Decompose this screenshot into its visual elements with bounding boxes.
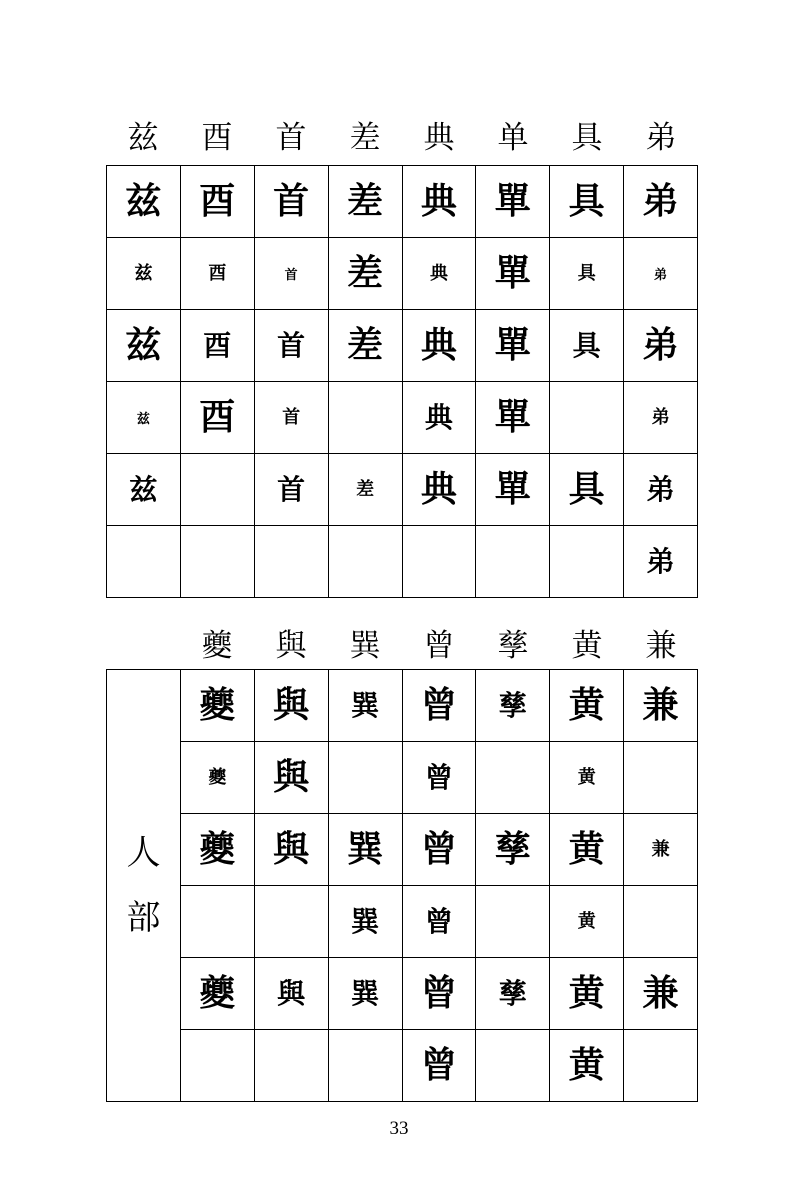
- column-header: 黄: [571, 628, 603, 664]
- column-header: 具: [571, 120, 603, 156]
- glyph-cell: [254, 166, 328, 238]
- glyph-cell: [107, 310, 181, 382]
- seal-script-glyph: 弟: [642, 324, 679, 366]
- seal-script-glyph: 典: [420, 468, 457, 510]
- table2-header-row: [106, 624, 698, 668]
- glyph-cell: [254, 454, 328, 526]
- seal-script-glyph: 首: [284, 268, 298, 283]
- table-row: [107, 958, 698, 1030]
- seal-script-glyph: 夔: [199, 828, 236, 870]
- seal-script-glyph: 弟: [651, 407, 670, 428]
- glyph-cell: [180, 238, 254, 310]
- glyph-cell: [476, 238, 550, 310]
- seal-script-glyph: 與: [273, 756, 310, 798]
- table-row: [107, 1030, 698, 1102]
- seal-script-glyph: 弟: [642, 180, 679, 222]
- glyph-cell: [402, 166, 476, 238]
- seal-script-glyph: 具: [568, 468, 605, 510]
- seal-script-glyph: 首: [277, 328, 306, 362]
- glyph-cell: [328, 382, 402, 454]
- seal-script-glyph: 單: [494, 396, 531, 438]
- glyph-cell: [328, 526, 402, 598]
- column-header: 单: [497, 120, 529, 156]
- glyph-cell: [550, 814, 624, 886]
- glyph-cell: [180, 310, 254, 382]
- script-forms-table-1: [106, 165, 698, 598]
- seal-script-glyph: 具: [572, 328, 601, 362]
- section-label-cell: [107, 670, 181, 1102]
- table-row: [107, 238, 698, 310]
- glyph-cell: [624, 238, 698, 310]
- seal-script-glyph: 弟: [646, 544, 675, 578]
- glyph-cell: [624, 166, 698, 238]
- seal-script-glyph: 首: [277, 472, 306, 506]
- seal-script-glyph: 黄: [568, 972, 605, 1014]
- seal-script-glyph: 差: [347, 252, 384, 294]
- glyph-cell: [328, 958, 402, 1030]
- glyph-cell: [328, 310, 402, 382]
- glyph-cell: [107, 166, 181, 238]
- table-row: [107, 526, 698, 598]
- table-row: [107, 454, 698, 526]
- glyph-cell: [402, 526, 476, 598]
- seal-script-glyph: 首: [273, 180, 310, 222]
- glyph-cell: [254, 670, 328, 742]
- glyph-cell: [328, 166, 402, 238]
- section-label-char: 部: [126, 897, 161, 938]
- glyph-cell: [624, 310, 698, 382]
- column-header: 兹: [127, 120, 159, 156]
- table-row: [107, 310, 698, 382]
- page-number: 33: [389, 1118, 409, 1139]
- glyph-cell: [402, 454, 476, 526]
- seal-script-glyph: 酉: [199, 396, 236, 438]
- seal-script-glyph: 典: [420, 324, 457, 366]
- seal-script-glyph: 與: [273, 828, 310, 870]
- glyph-cell: [254, 742, 328, 814]
- seal-script-glyph: 具: [577, 263, 596, 284]
- glyph-cell: [254, 238, 328, 310]
- glyph-cell: [254, 382, 328, 454]
- glyph-cell: [624, 454, 698, 526]
- glyph-cell: [402, 238, 476, 310]
- seal-script-glyph: 差: [347, 324, 384, 366]
- glyph-cell: [328, 1030, 402, 1102]
- glyph-cell: [328, 814, 402, 886]
- glyph-cell: [550, 886, 624, 958]
- glyph-cell: [476, 310, 550, 382]
- seal-script-glyph: 兹: [125, 180, 162, 222]
- column-header: 夔: [201, 628, 233, 664]
- seal-script-glyph: 兹: [129, 472, 158, 506]
- section-label-char: 人: [126, 832, 161, 873]
- glyph-cell: [476, 166, 550, 238]
- table-row: [107, 382, 698, 454]
- table-row: [107, 742, 698, 814]
- seal-script-glyph: 具: [568, 180, 605, 222]
- glyph-cell: [476, 958, 550, 1030]
- seal-script-glyph: 差: [356, 479, 375, 500]
- glyph-cell: [624, 742, 698, 814]
- seal-script-glyph: 酉: [203, 328, 232, 362]
- seal-script-glyph: 黄: [577, 767, 596, 788]
- seal-script-glyph: 曾: [424, 904, 453, 938]
- seal-script-glyph: 黄: [568, 828, 605, 870]
- glyph-cell: [402, 958, 476, 1030]
- glyph-cell: [254, 814, 328, 886]
- glyph-cell: [624, 526, 698, 598]
- seal-script-glyph: 黄: [568, 684, 605, 726]
- seal-script-glyph: 曾: [420, 972, 457, 1014]
- seal-script-glyph: 典: [420, 180, 457, 222]
- seal-script-glyph: 兼: [642, 972, 679, 1014]
- table-row: [107, 814, 698, 886]
- seal-script-glyph: 單: [494, 252, 531, 294]
- seal-script-glyph: 巽: [351, 904, 380, 938]
- glyph-cell: [107, 526, 181, 598]
- seal-script-glyph: 酉: [208, 263, 227, 284]
- glyph-cell: [402, 382, 476, 454]
- glyph-cell: [180, 526, 254, 598]
- script-forms-table-2: [106, 669, 698, 1102]
- glyph-cell: [328, 742, 402, 814]
- glyph-cell: [254, 310, 328, 382]
- glyph-cell: [107, 238, 181, 310]
- seal-script-glyph: 夔: [199, 684, 236, 726]
- seal-script-glyph: 弟: [654, 268, 668, 283]
- column-header: 巽: [349, 628, 381, 664]
- column-header: 典: [423, 120, 455, 156]
- glyph-cell: [254, 526, 328, 598]
- seal-script-glyph: 弟: [646, 472, 675, 506]
- glyph-cell: [402, 310, 476, 382]
- seal-script-glyph: 單: [494, 468, 531, 510]
- seal-script-glyph: 孳: [498, 976, 527, 1010]
- glyph-cell: [476, 382, 550, 454]
- seal-script-glyph: 黄: [577, 911, 596, 932]
- seal-script-glyph: 曾: [420, 684, 457, 726]
- glyph-cell: [180, 166, 254, 238]
- glyph-cell: [180, 382, 254, 454]
- glyph-cell: [107, 382, 181, 454]
- glyph-cell: [476, 742, 550, 814]
- glyph-cell: [550, 958, 624, 1030]
- column-header: 首: [275, 120, 307, 156]
- seal-script-glyph: 巽: [351, 688, 380, 722]
- seal-script-glyph: 首: [282, 407, 301, 428]
- seal-script-glyph: 曾: [424, 760, 453, 794]
- glyph-cell: [550, 1030, 624, 1102]
- glyph-cell: [624, 382, 698, 454]
- table-row: [107, 886, 698, 958]
- column-header: 孳: [497, 628, 529, 664]
- glyph-cell: [476, 670, 550, 742]
- seal-script-glyph: 孳: [494, 828, 531, 870]
- seal-script-glyph: 夔: [208, 767, 227, 788]
- column-header: 兼: [645, 628, 677, 664]
- glyph-cell: [402, 742, 476, 814]
- glyph-cell: [624, 1030, 698, 1102]
- glyph-cell: [180, 958, 254, 1030]
- glyph-cell: [180, 670, 254, 742]
- glyph-cell: [328, 238, 402, 310]
- seal-script-glyph: 差: [347, 180, 384, 222]
- seal-script-glyph: 曾: [420, 1044, 457, 1086]
- glyph-cell: [624, 886, 698, 958]
- seal-script-glyph: 曾: [420, 828, 457, 870]
- glyph-cell: [107, 454, 181, 526]
- seal-script-glyph: 典: [429, 263, 448, 284]
- glyph-cell: [624, 958, 698, 1030]
- column-header: 弟: [645, 120, 677, 156]
- glyph-cell: [328, 454, 402, 526]
- glyph-cell: [476, 814, 550, 886]
- seal-script-glyph: 黄: [568, 1044, 605, 1086]
- column-header: 酉: [201, 120, 233, 156]
- seal-script-glyph: 兹: [136, 412, 150, 427]
- seal-script-glyph: 單: [494, 324, 531, 366]
- glyph-cell: [254, 886, 328, 958]
- glyph-cell: [476, 886, 550, 958]
- seal-script-glyph: 與: [277, 976, 306, 1010]
- table1-header-row: [106, 116, 698, 160]
- glyph-cell: [254, 1030, 328, 1102]
- seal-script-glyph: 酉: [199, 180, 236, 222]
- glyph-cell: [402, 1030, 476, 1102]
- glyph-cell: [550, 454, 624, 526]
- seal-script-glyph: 單: [494, 180, 531, 222]
- glyph-cell: [254, 958, 328, 1030]
- glyph-cell: [476, 454, 550, 526]
- glyph-cell: [550, 166, 624, 238]
- seal-script-glyph: 巽: [351, 976, 380, 1010]
- column-header: 差: [349, 120, 381, 156]
- glyph-cell: [550, 742, 624, 814]
- seal-script-glyph: 與: [273, 684, 310, 726]
- seal-script-glyph: 兹: [125, 324, 162, 366]
- section-header-spacer: [106, 624, 180, 668]
- glyph-cell: [180, 1030, 254, 1102]
- seal-script-glyph: 兹: [134, 263, 153, 284]
- glyph-cell: [550, 526, 624, 598]
- glyph-cell: [180, 814, 254, 886]
- seal-script-glyph: 夔: [199, 972, 236, 1014]
- glyph-cell: [624, 670, 698, 742]
- table-row: [107, 166, 698, 238]
- glyph-cell: [402, 670, 476, 742]
- seal-script-glyph: 巽: [347, 828, 384, 870]
- seal-script-glyph: 兼: [651, 839, 670, 860]
- glyph-cell: [550, 310, 624, 382]
- seal-script-glyph: 兼: [642, 684, 679, 726]
- seal-script-glyph: 孳: [498, 688, 527, 722]
- column-header: 曾: [423, 628, 455, 664]
- glyph-cell: [402, 886, 476, 958]
- glyph-cell: [476, 526, 550, 598]
- seal-script-glyph: 典: [424, 400, 453, 434]
- glyph-cell: [328, 670, 402, 742]
- glyph-cell: [180, 742, 254, 814]
- table-row: [107, 670, 698, 742]
- glyph-cell: [180, 886, 254, 958]
- glyph-cell: [402, 814, 476, 886]
- glyph-cell: [550, 238, 624, 310]
- glyph-cell: [550, 382, 624, 454]
- glyph-cell: [328, 886, 402, 958]
- glyph-cell: [180, 454, 254, 526]
- glyph-cell: [476, 1030, 550, 1102]
- column-header: 與: [275, 628, 307, 664]
- glyph-cell: [624, 814, 698, 886]
- glyph-cell: [550, 670, 624, 742]
